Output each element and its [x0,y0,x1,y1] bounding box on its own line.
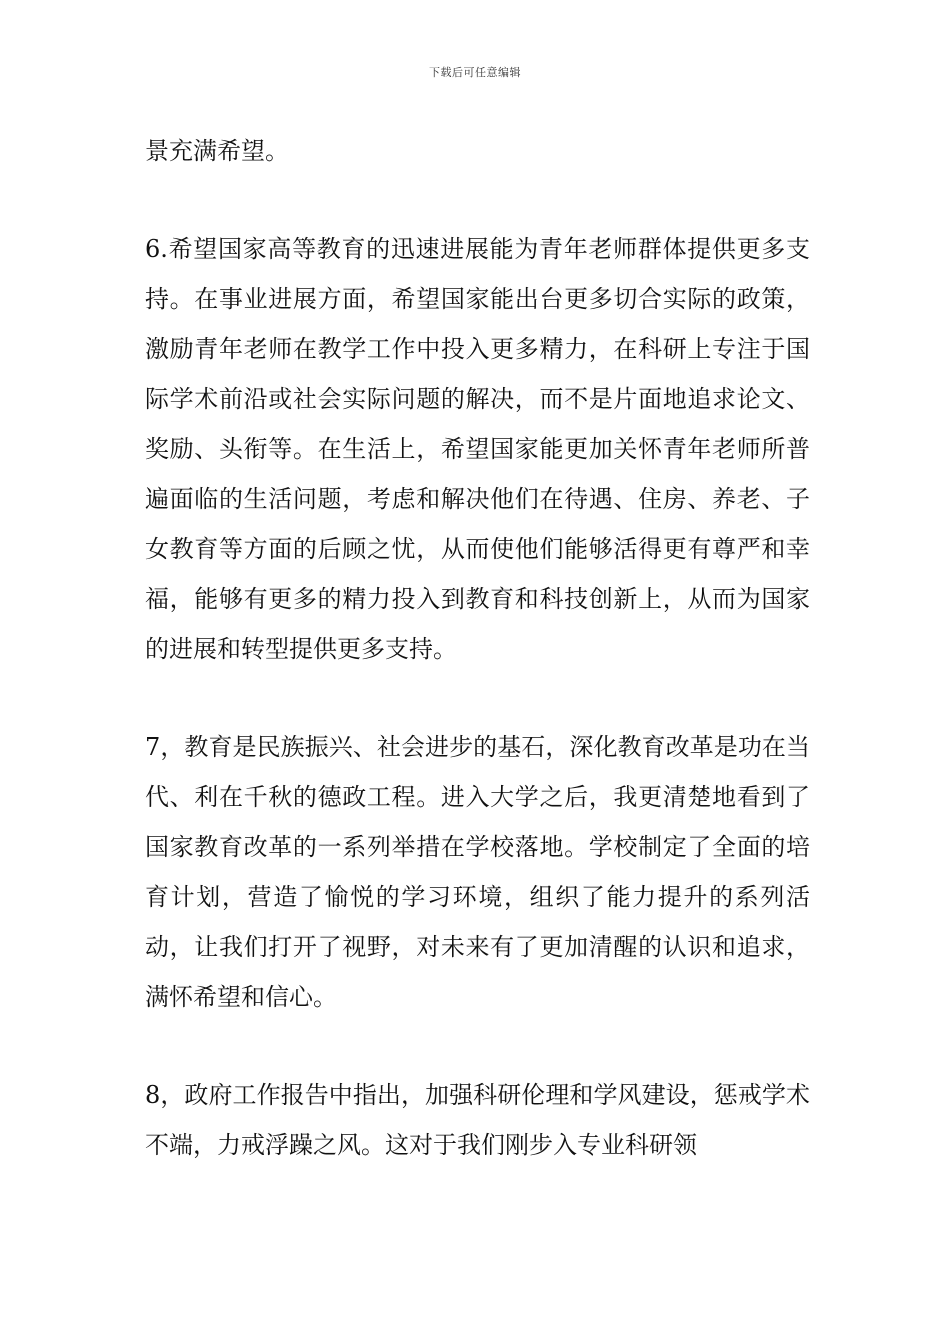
paragraph-6: 6.希望国家高等教育的迅速进展能为青年老师群体提供更多支持。在事业进展方面，希望国家能出台更多切合实际的政策，激励青年老师在教学工作中投入更多精力，在科研上专注于国际学术前沿或社会实际问题的解决，而不是片面地追求论文、奖励、头衔等。在生活上，希望国家能更加关怀青年老师所普遍面临的生活问题，考虑和解决他们在待遇、住房、养老、子女教育等方面的后顾之忧，从而使他们能够活得更有尊严和幸福，能够有更多的精力投入到教育和科技创新上，从而为国家的进展和转型提供更多支持。 [145,235,810,663]
paragraph-7: 7，教育是民族振兴、社会进步的基石，深化教育改革是功在当代、利在千秋的德政工程。进入大学之后，我更清楚地看到了国家教育改革的一系列举措在学校落地。学校制定了全面的培育计划，营造了愉悦的学习环境，组织了能力提升的系列活动，让我们打开了视野，对未来有了更加清醒的认识和追求，满怀希望和信心。 [145,733,810,1011]
document-body [145,126,810,1170]
page-header: 下载后可任意编辑 [429,66,521,79]
paragraph-8: 8，政府工作报告中指出，加强科研伦理和学风建设，惩戒学术不端，力戒浮躁之风。这对于我们刚步入专业科研领 [145,1081,810,1159]
paragraph-continuation: 景充满希望。 [145,137,289,165]
